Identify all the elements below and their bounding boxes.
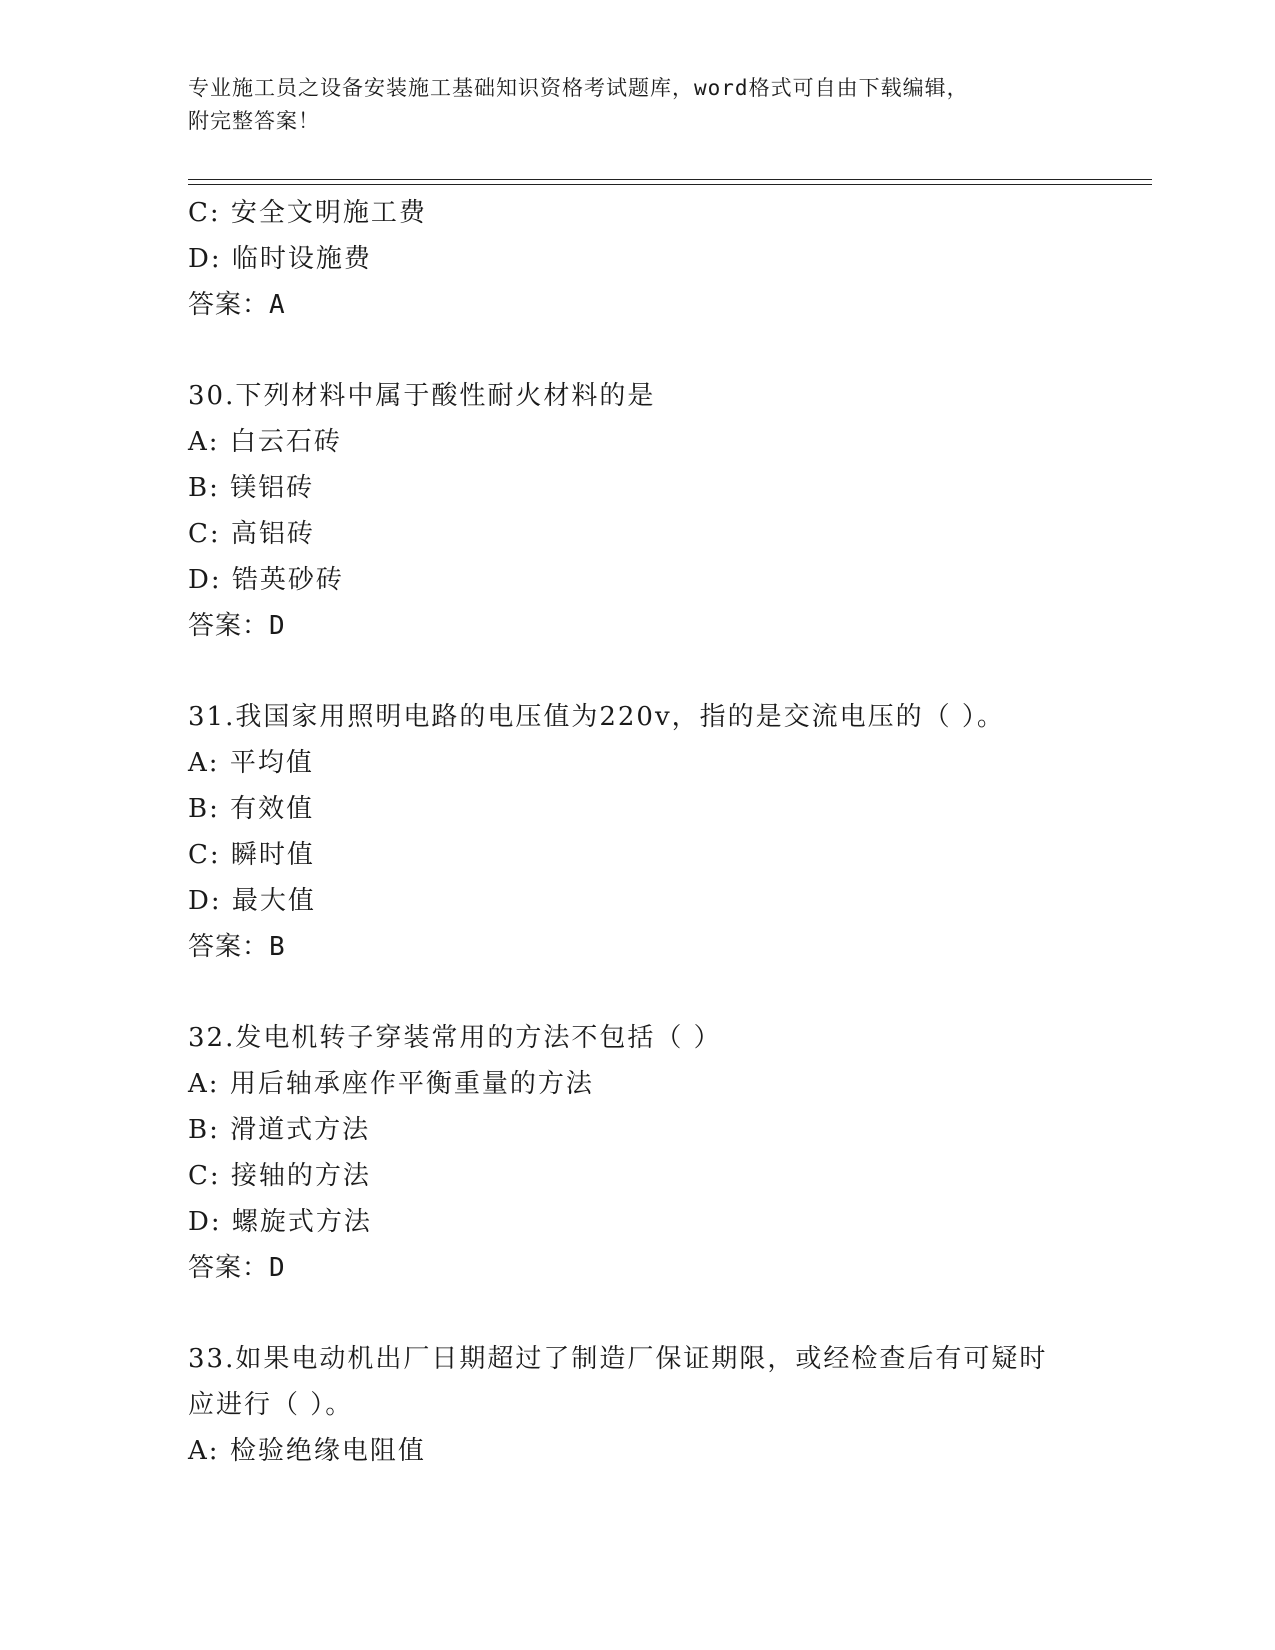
option-text: 瞬时值: [230, 840, 315, 870]
question-text: 32.发电机转子穿装常用的方法不包括（ ）: [188, 1023, 722, 1053]
option-letter: C:: [188, 519, 221, 549]
question-text-line-1: 33.如果电动机出厂日期超过了制造厂保证期限，或经检查后有可疑时: [188, 1344, 1048, 1374]
answer: 答案：D: [188, 1253, 286, 1283]
question-text: 30.下列材料中属于酸性耐火材料的是: [188, 381, 656, 411]
question-32: [188, 1015, 1108, 1291]
option-b: [188, 786, 1108, 832]
option-text: 检验绝缘电阻值: [229, 1436, 426, 1466]
option-d: [188, 557, 1108, 603]
header-divider-bottom: [188, 184, 1152, 185]
option-letter: D:: [188, 565, 222, 595]
option-letter: B:: [188, 1115, 220, 1145]
question-31: [188, 694, 1108, 970]
option-b: [188, 465, 1108, 511]
option-a: [188, 1061, 1108, 1107]
answer: 答案：A: [188, 290, 286, 320]
option-text: 最大值: [231, 886, 316, 916]
option-text: 临时设施费: [231, 244, 372, 274]
prev-question: [188, 190, 1108, 328]
option-c: [188, 511, 1108, 557]
option-text: 平均值: [229, 748, 314, 778]
option-d: [188, 1199, 1108, 1245]
option-a: [188, 419, 1108, 465]
question-list: [188, 190, 1108, 1474]
option-text: 螺旋式方法: [231, 1207, 372, 1237]
option-text: 用后轴承座作平衡重量的方法: [229, 1069, 594, 1099]
option-b: [188, 1107, 1108, 1153]
option-letter: B:: [188, 473, 220, 503]
option-a: [188, 1428, 1108, 1474]
option-letter: D:: [188, 244, 222, 274]
option-text: 锆英砂砖: [231, 565, 344, 595]
answer: 答案：B: [188, 932, 286, 962]
option-letter: A:: [188, 427, 220, 457]
question-text: 31.我国家用照明电路的电压值为220v，指的是交流电压的（ ）。: [188, 702, 1005, 732]
option-c: [188, 190, 1108, 236]
question-30: [188, 373, 1108, 649]
option-d: [188, 878, 1108, 924]
header-line-2: 附完整答案！: [188, 109, 320, 133]
option-letter: C:: [188, 840, 221, 870]
option-letter: B:: [188, 794, 220, 824]
option-letter: C:: [188, 1161, 221, 1191]
option-text: 有效值: [230, 794, 315, 824]
option-letter: A:: [188, 1436, 220, 1466]
question-text-line-2: 应进行（ ）。: [188, 1390, 354, 1420]
option-text: 镁铝砖: [230, 473, 315, 503]
question-33: [188, 1336, 1108, 1474]
option-c: [188, 832, 1108, 878]
header-divider-top: [188, 179, 1152, 180]
document-header: [188, 72, 1088, 138]
option-letter: C:: [188, 198, 221, 228]
option-letter: A:: [188, 1069, 220, 1099]
option-letter: D:: [188, 1207, 222, 1237]
option-text: 接轴的方法: [230, 1161, 371, 1191]
option-text: 安全文明施工费: [230, 198, 427, 228]
option-c: [188, 1153, 1108, 1199]
option-letter: D:: [188, 886, 222, 916]
option-d: [188, 236, 1108, 282]
option-text: 白云石砖: [229, 427, 342, 457]
option-text: 滑道式方法: [230, 1115, 371, 1145]
option-a: [188, 740, 1108, 786]
header-line-1: 专业施工员之设备安装施工基础知识资格考试题库，word格式可自由下载编辑，: [188, 76, 969, 100]
answer: 答案：D: [188, 611, 286, 641]
option-text: 高铝砖: [230, 519, 315, 549]
option-letter: A:: [188, 748, 220, 778]
